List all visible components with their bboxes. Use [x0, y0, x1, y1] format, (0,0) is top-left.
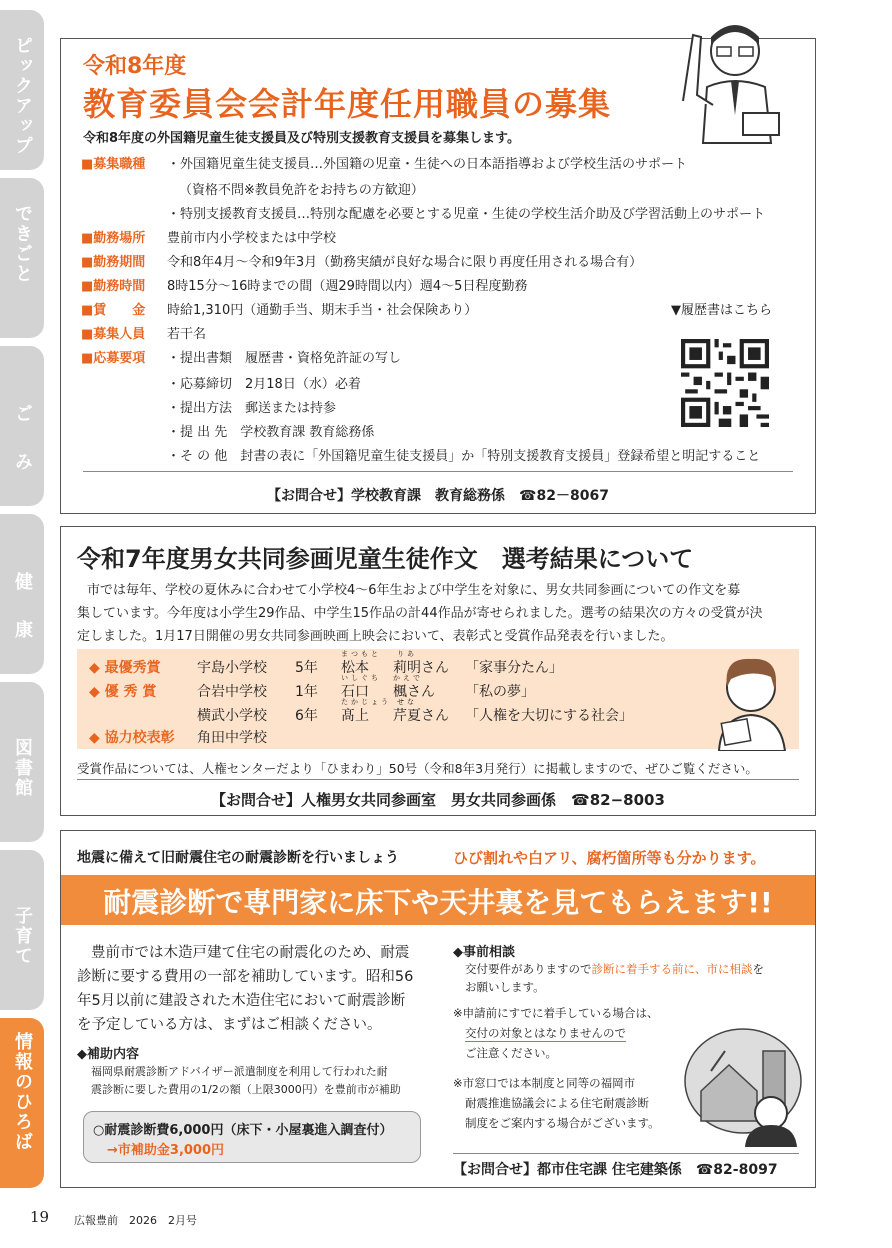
- award-ex2-family: [341, 698, 391, 725]
- consult-heading: ◆事前相談: [453, 945, 515, 960]
- section1-year: 令和8年度: [83, 54, 187, 79]
- sidebar-tab-health[interactable]: [0, 514, 44, 674]
- section2-contact: 【お問合せ】人権男女共同参画室 男女共同参画係 ☎82−8003: [211, 791, 665, 809]
- earthquake-section: [60, 830, 816, 1188]
- consult-text-1: [465, 961, 764, 977]
- award-ex2-grade: 6年: [295, 708, 318, 724]
- note2-line-1: ※市窓口では本制度と同等の福岡市: [453, 1076, 636, 1090]
- section3-contact: 【お問合せ】都市住宅課 住宅建築係 ☎82-8097: [453, 1162, 778, 1178]
- section1-contact: 【お問合せ】学校教育課 教育総務係 ☎82－8067: [267, 488, 609, 504]
- essay-results-section: [60, 526, 816, 816]
- sidebar-tab-library[interactable]: [0, 682, 44, 842]
- ruby: りあ: [397, 650, 417, 658]
- tab-label: 情報のひろば: [12, 1032, 33, 1152]
- section2-note: 受賞作品については、人権センターだより「ひまわり」50号（令和8年3月発行）に掲載しますので、ぜひご覧ください。: [77, 761, 758, 776]
- consult-text-b: 診断に着手する前に、市に相談: [591, 962, 753, 976]
- ruby: せな: [397, 698, 417, 706]
- section2-body-2: 集しています。今年度は小学生29作品、中学生15作品の計44作品が寄せられました。選考の結果次の方々の受賞が決: [77, 606, 763, 621]
- award-ex1-work: 「私の夢」: [465, 684, 535, 700]
- sidebar-tab-events[interactable]: [0, 178, 44, 338]
- value-period: 令和8年4月～令和9年3月（勤務実績が良好な場合に限り再度任用される場合有）: [167, 255, 643, 270]
- section1-title: 教育委員会会計年度任用職員の募集: [83, 85, 612, 123]
- note2-line-2: 耐震推進協議会による住宅耐震診断: [465, 1096, 649, 1110]
- value-job-type: ・外国籍児童生徒支援員…外国籍の児童・生徒への日本語指導および学校生活のサポート: [167, 157, 688, 172]
- banner-text: 耐震診断で専門家に床下や天井裏を見てもらえます!!: [103, 886, 773, 919]
- section2-title: 令和7年度男女共同参画児童生徒作文 選考結果について: [77, 545, 694, 573]
- qr-code-icon[interactable]: [681, 339, 769, 427]
- girl-reading-illustration-icon: [701, 647, 801, 751]
- sidebar-tab-childcare[interactable]: [0, 850, 44, 1010]
- recruitment-section: [60, 38, 816, 514]
- section3-body-3: 年5月以前に建設された木造住宅において耐震診断: [77, 993, 406, 1009]
- ruby: たかじょう: [341, 698, 391, 706]
- sidebar-tab-info[interactable]: [0, 1018, 44, 1188]
- name: 松本: [341, 660, 369, 676]
- award-coop-school: 角田中学校: [197, 730, 267, 746]
- sidebar-tab-garbage[interactable]: [0, 346, 44, 506]
- ruby: かえで: [393, 674, 423, 682]
- aid-text-1: 福岡県耐震診断アドバイザー派遣制度を利用して行われた耐: [91, 1065, 388, 1078]
- tab-label: 健康: [12, 572, 33, 668]
- publication-name: 広報豊前 2026 2月号: [74, 1214, 197, 1227]
- award-top-grade: 5年: [295, 660, 318, 676]
- label-application: ■応募要項: [81, 351, 146, 366]
- name: 莉明さん: [393, 660, 449, 676]
- label-headcount: ■募集人員: [81, 327, 146, 342]
- label-wage: ■賃 金: [81, 303, 146, 318]
- award-top-school: 宇島小学校: [197, 660, 267, 676]
- award-top: ◆ 最優秀賞: [89, 660, 161, 676]
- value-wage: 時給1,310円（通勤手当、期末手当・社会保険あり）: [167, 303, 478, 318]
- subsidy-line: →市補助金3,000円: [107, 1143, 225, 1158]
- value-documents: ・提出書類 履歴書・資格免許証の写し: [167, 351, 402, 366]
- divider: [453, 1153, 799, 1154]
- award-ex2-work: 「人権を大切にする社会」: [465, 708, 633, 724]
- award-ex2-given: [393, 698, 449, 725]
- ruby: いしぐち: [341, 674, 381, 682]
- award-ex1-school: 合岩中学校: [197, 684, 267, 700]
- damaged-house-illustration-icon: [681, 1021, 805, 1147]
- teacher-illustration-icon: [673, 15, 783, 145]
- value-job-type-2: ・特別支援教育支援員…特別な配慮を必要とする児童・生徒の学校生活介助及び学習活動上のサポート: [167, 207, 766, 222]
- tab-label: 子育て: [12, 906, 33, 966]
- award-cooperation: ◆ 協力校表彰: [89, 730, 175, 746]
- consult-text-a: 交付要件がありますので: [465, 962, 592, 976]
- label-hours: ■勤務時間: [81, 279, 146, 294]
- note1-line-3: ご注意ください。: [465, 1046, 557, 1060]
- label-job-type: ■募集職種: [81, 157, 146, 172]
- tab-label: できごと: [12, 204, 33, 284]
- value-hours: 8時15分～16時までの間（週29時間以内）週4～5日程度勤務: [167, 279, 528, 294]
- value-job-type-note: （資格不問※教員免許をお持ちの方歓迎）: [179, 183, 424, 198]
- tab-label: ピックアップ: [12, 36, 33, 156]
- tab-label: 図書館: [12, 738, 33, 798]
- label-period: ■勤務期間: [81, 255, 146, 270]
- section3-body-2: 診断に要する費用の一部を補助しています。昭和56: [77, 969, 414, 985]
- section3-sub-left: 地震に備えて旧耐震住宅の耐震診断を行いましょう: [77, 850, 399, 866]
- aid-text-2: 震診断に要した費用の1/2の額（上限3000円）を豊前市が補助: [91, 1083, 401, 1096]
- tab-label: ごみ: [12, 404, 33, 500]
- fee-line: ○耐震診断費6,000円（床下・小屋裏進入調査付）: [93, 1123, 393, 1138]
- note1-line-2: 交付の対象とはなりませんので: [465, 1026, 626, 1040]
- sidebar-tab-pickup[interactable]: [0, 10, 44, 170]
- consult-text-c: を: [752, 962, 764, 976]
- value-method: ・提出方法 郵送または持参: [167, 401, 337, 416]
- name: 髙上: [341, 708, 369, 724]
- label-workplace: ■勤務場所: [81, 231, 146, 246]
- page-number: 19: [30, 1208, 50, 1226]
- value-deadline: ・応募締切 2月18日（水）必着: [167, 377, 361, 392]
- name: 楓さん: [393, 684, 435, 700]
- section1-lead: 令和8年度の外国籍児童生徒支援員及び特別支援教育支援員を募集します。: [83, 131, 521, 146]
- ruby: まつもと: [341, 650, 381, 658]
- award-top-work: 「家事分たん」: [465, 660, 563, 676]
- value-workplace: 豊前市内小学校または中学校: [167, 231, 337, 246]
- award-ex2-school: 横武小学校: [197, 708, 267, 724]
- section3-body-4: を予定している方は、まずはご相談ください。: [77, 1017, 382, 1033]
- name: 芹夏さん: [393, 708, 449, 724]
- section3-body-1: 豊前市では木造戸建て住宅の耐震化のため、耐震: [91, 945, 410, 961]
- award-ex1-grade: 1年: [295, 684, 318, 700]
- consult-text-2: お願いします。: [465, 980, 545, 994]
- value-headcount: 若干名: [167, 327, 207, 342]
- divider: [77, 779, 799, 780]
- name: 石口: [341, 684, 369, 700]
- note2-line-3: 制度をご案内する場合がございます。: [465, 1116, 660, 1130]
- note1-line-1: ※申請前にすでに着手している場合は、: [453, 1006, 659, 1020]
- divider: [83, 471, 793, 472]
- award-excellent: ◆ 優 秀 賞: [89, 684, 157, 700]
- qr-caption: ▼履歴書はこちら: [671, 303, 772, 318]
- section2-body-3: 定しました。1月17日開催の男女共同参画映画上映会において、表彰式と受賞作品発表を行いました。: [77, 629, 674, 644]
- section2-body-1: 市では毎年、学校の夏休みに合わせて小学校4～6年生および中学生を対象に、男女共同参画についての作文を募: [87, 583, 741, 598]
- value-other: ・そ の 他 封書の表に「外国籍児童生徒支援員」か「特別支援教育支援員」登録希望と明記すること: [167, 449, 761, 464]
- aid-heading: ◆補助内容: [77, 1047, 139, 1062]
- value-destination: ・提 出 先 学校教育課 教育総務係: [167, 425, 375, 440]
- section3-sub-right: ひび割れや白アリ、腐朽箇所等も分かります。: [453, 849, 766, 867]
